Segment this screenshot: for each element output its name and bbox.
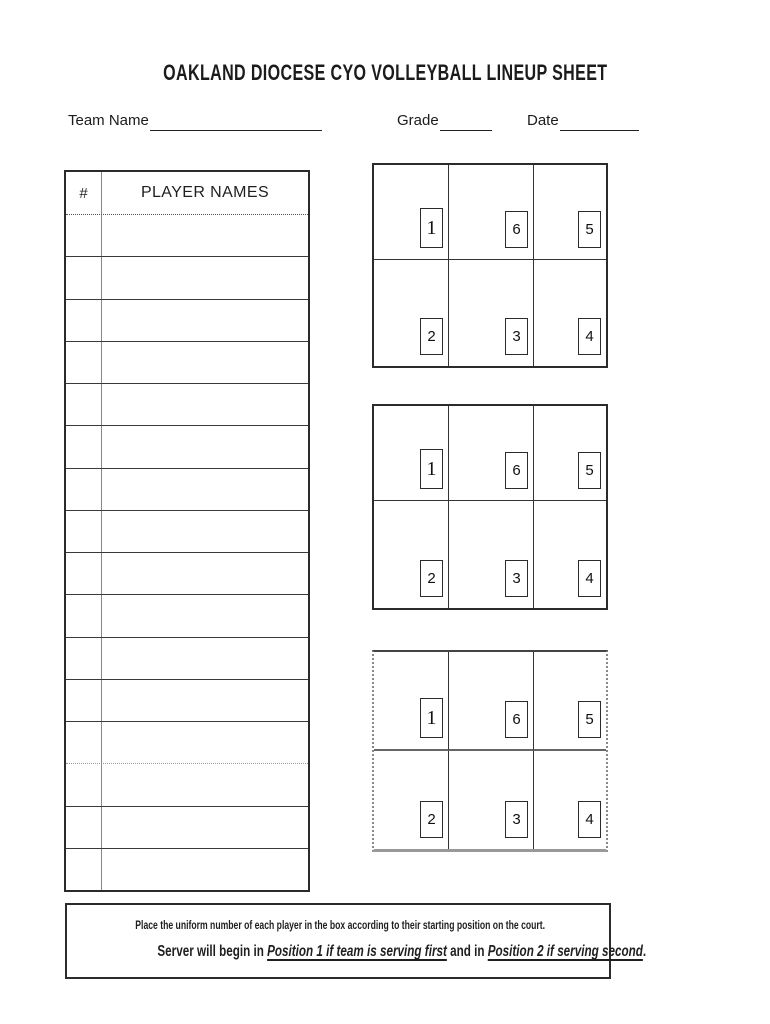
court-cell [534,260,606,366]
court-cell [374,501,449,608]
row-number-cell[interactable] [66,849,102,890]
row-name-cell[interactable] [102,342,308,383]
position-label: 5 [585,462,594,479]
position-label: 1 [426,457,437,480]
roster-header-row [66,172,308,215]
row-number-cell[interactable] [66,342,102,383]
position-box-p5[interactable] [578,452,601,489]
position-box-p2[interactable] [420,801,443,838]
row-name-cell[interactable] [102,300,308,341]
position-box-p4[interactable] [578,560,601,597]
position-label: 4 [585,570,594,587]
team-name-label: Team Name [68,112,149,129]
row-number-cell[interactable] [66,807,102,848]
serve-rule-prefix: Server will begin in [157,943,268,960]
table-row[interactable] [66,722,308,764]
team-name-field[interactable] [150,112,322,131]
position-box-p1[interactable] [420,208,443,248]
position-label: 3 [512,811,521,828]
court-cell [534,501,606,608]
court-cell [449,652,534,751]
position-box-p6[interactable] [505,701,528,738]
row-number-cell[interactable] [66,722,102,763]
court-cell [449,751,534,849]
row-name-cell[interactable] [102,426,308,467]
instructions-text: Place the uniform number of each player in the box according to their starting position on the court. [135,920,546,932]
court-cell [534,406,606,501]
serve-rule-suffix: . [642,943,647,960]
court-diagram-2 [372,404,608,610]
position-label: 1 [426,216,437,239]
position-label: 2 [427,570,436,587]
row-number-cell[interactable] [66,638,102,679]
position-box-p3[interactable] [505,318,528,355]
row-name-cell[interactable] [102,807,308,848]
row-name-cell[interactable] [102,553,308,594]
table-row[interactable] [66,638,308,680]
table-row[interactable] [66,595,308,637]
row-number-cell[interactable] [66,257,102,298]
court-cell [449,501,534,608]
roster-table [64,170,310,892]
row-number-cell[interactable] [66,680,102,721]
position-label: 2 [427,811,436,828]
position-label: 6 [512,462,521,479]
position-box-p3[interactable] [505,801,528,838]
roster-header-names: PLAYER NAMES [140,184,270,201]
row-name-cell[interactable] [102,680,308,721]
court-cell [449,260,534,366]
row-number-cell[interactable] [66,764,102,805]
court-cell [449,165,534,260]
position-label: 2 [427,328,436,345]
position-label: 3 [512,570,521,587]
position-box-p5[interactable] [578,211,601,248]
page-title: OAKLAND DIOCESE CYO VOLLEYBALL LINEUP SHEET [162,60,608,85]
position-box-p2[interactable] [420,318,443,355]
row-number-cell[interactable] [66,300,102,341]
serve-rule-emphasis-1: Position 1 if team is serving first [267,943,447,960]
court-cell [449,406,534,501]
row-name-cell[interactable] [102,595,308,636]
position-box-p1[interactable] [420,449,443,489]
row-name-cell[interactable] [102,384,308,425]
court-diagram-1 [372,163,608,368]
table-row[interactable] [66,511,308,553]
grade-field[interactable] [440,112,492,131]
court-cell [374,751,449,849]
serve-rule-emphasis-2: Position 2 if serving second [487,943,643,960]
table-row[interactable] [66,764,308,806]
serve-rule-middle: and in [446,943,488,960]
table-row[interactable] [66,849,308,890]
position-label: 5 [585,711,594,728]
position-box-p5[interactable] [578,701,601,738]
table-row[interactable] [66,807,308,849]
row-number-cell[interactable] [66,384,102,425]
page-title-row [0,60,770,86]
date-label: Date [527,112,559,129]
instructions-box [65,903,647,979]
position-box-p4[interactable] [578,318,601,355]
position-label: 5 [585,221,594,238]
serve-rule-text [157,943,646,961]
position-box-p4[interactable] [578,801,601,838]
court-cell [374,406,449,501]
row-number-cell[interactable] [66,426,102,467]
table-row[interactable] [66,300,308,342]
table-row[interactable] [66,469,308,511]
position-box-p2[interactable] [420,560,443,597]
instructions-line-1 [67,916,609,934]
roster-header-number: # [66,172,102,214]
row-name-cell[interactable] [102,722,308,763]
position-label: 3 [512,328,521,345]
row-number-cell[interactable] [66,469,102,510]
position-label: 4 [585,328,594,345]
table-row[interactable] [66,257,308,299]
position-label: 4 [585,811,594,828]
position-label: 1 [426,706,437,729]
row-name-cell[interactable] [102,638,308,679]
row-number-cell[interactable] [66,553,102,594]
table-row[interactable] [66,384,308,426]
court-cell [534,751,606,849]
position-box-p6[interactable] [505,211,528,248]
table-row[interactable] [66,215,308,257]
row-number-cell[interactable] [66,215,102,256]
serve-rule-line [67,943,647,961]
court-diagram-3 [372,650,608,852]
position-box-p6[interactable] [505,452,528,489]
row-number-cell[interactable] [66,511,102,552]
table-row[interactable] [66,553,308,595]
row-name-cell[interactable] [102,215,308,256]
date-field[interactable] [560,112,639,131]
court-cell [374,165,449,260]
position-box-p1[interactable] [420,698,443,738]
table-row[interactable] [66,680,308,722]
row-number-cell[interactable] [66,595,102,636]
position-label: 6 [512,711,521,728]
court-cell [534,165,606,260]
row-name-cell[interactable] [102,511,308,552]
court-cell [374,260,449,366]
row-name-cell[interactable] [102,764,308,805]
court-cell [374,652,449,751]
court-cell [534,652,606,751]
row-name-cell[interactable] [102,849,308,890]
row-name-cell[interactable] [102,469,308,510]
grade-label: Grade [397,112,439,129]
row-name-cell[interactable] [102,257,308,298]
position-label: 6 [512,221,521,238]
table-row[interactable] [66,342,308,384]
table-row[interactable] [66,426,308,468]
position-box-p3[interactable] [505,560,528,597]
